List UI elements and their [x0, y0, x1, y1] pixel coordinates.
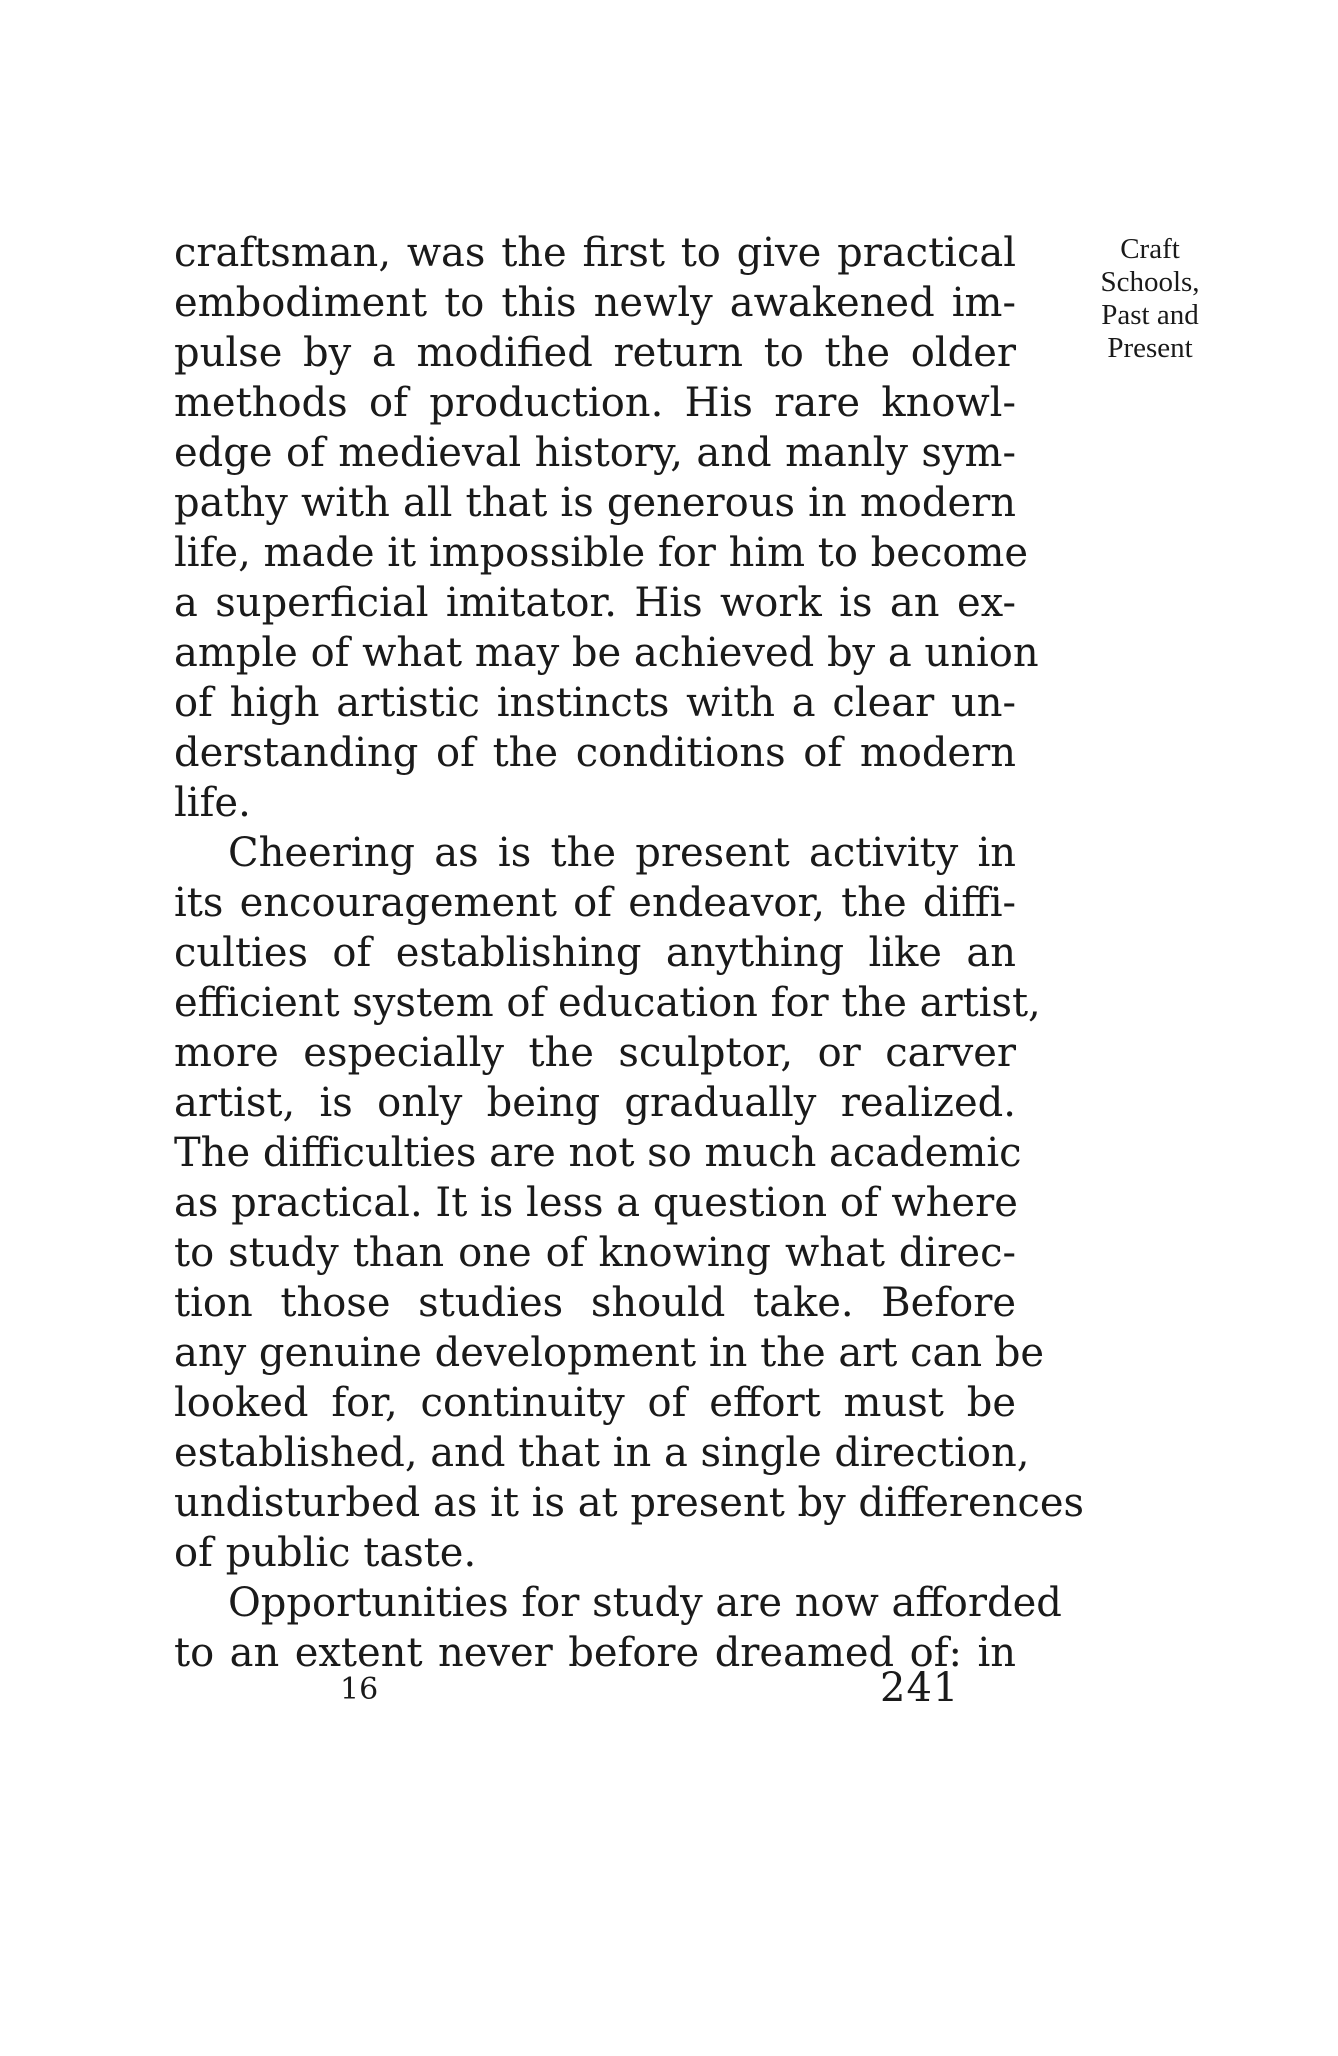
text-line: life.	[174, 780, 251, 826]
text-line: The difficulties are not so much academic	[174, 1130, 1022, 1176]
text-line: Opportunities for study are now afforded	[228, 1580, 1062, 1626]
text-line: of high artistic instincts with a clear un-	[174, 680, 1016, 726]
text-line: derstanding of the conditions of modern	[174, 730, 1016, 776]
marginal-note	[1070, 233, 1230, 365]
text-line: established, and that in a single direction,	[174, 1430, 1030, 1476]
paragraph-2	[174, 828, 1085, 1578]
marginal-note-line: Schools,	[1100, 266, 1200, 298]
body-text	[174, 228, 1085, 1678]
page-number: 241	[880, 1665, 960, 1711]
marginal-note-line: Craft	[1120, 233, 1180, 265]
text-line: a superficial imitator. His work is an ex-	[174, 580, 1016, 626]
text-line: looked for, continuity of effort must be	[174, 1380, 1016, 1426]
text-line: pathy with all that is generous in modern	[174, 480, 1016, 526]
paragraph-3	[174, 1578, 1062, 1678]
text-line: to study than one of knowing what direc-	[174, 1230, 1016, 1276]
text-line: methods of production. His rare knowl-	[174, 380, 1016, 426]
text-line: as practical. It is less a question of where	[174, 1180, 1018, 1226]
text-line: Cheering as is the present activity in	[228, 830, 1016, 876]
signature-mark: 16	[340, 1672, 379, 1707]
text-line: ample of what may be achieved by a union	[174, 630, 1039, 676]
text-line: undisturbed as it is at present by differences	[174, 1480, 1085, 1526]
text-line: more especially the sculptor, or carver	[174, 1030, 1016, 1076]
marginal-note-line: Past and	[1101, 299, 1199, 331]
text-line: its encouragement of endeavor, the diffi-	[174, 880, 1016, 926]
text-line: efficient system of education for the artist,	[174, 980, 1041, 1026]
marginal-note-line: Present	[1107, 332, 1193, 364]
text-line: embodiment to this newly awakened im-	[174, 280, 1016, 326]
text-line: of public taste.	[174, 1530, 477, 1576]
paragraph-1	[174, 228, 1039, 828]
text-line: life, made it impossible for him to become	[174, 530, 1029, 576]
text-line: craftsman, was the first to give practical	[174, 230, 1016, 276]
text-line: any genuine development in the art can be	[174, 1330, 1045, 1376]
text-line: culties of establishing anything like an	[174, 930, 1016, 976]
text-line: pulse by a modified return to the older	[174, 330, 1016, 376]
text-line: artist, is only being gradually realized.	[174, 1080, 1016, 1126]
text-line: to an extent never before dreamed of: in	[174, 1630, 1016, 1676]
text-line: tion those studies should take. Before	[174, 1280, 1016, 1326]
text-line: edge of medieval history, and manly sym-	[174, 430, 1016, 476]
